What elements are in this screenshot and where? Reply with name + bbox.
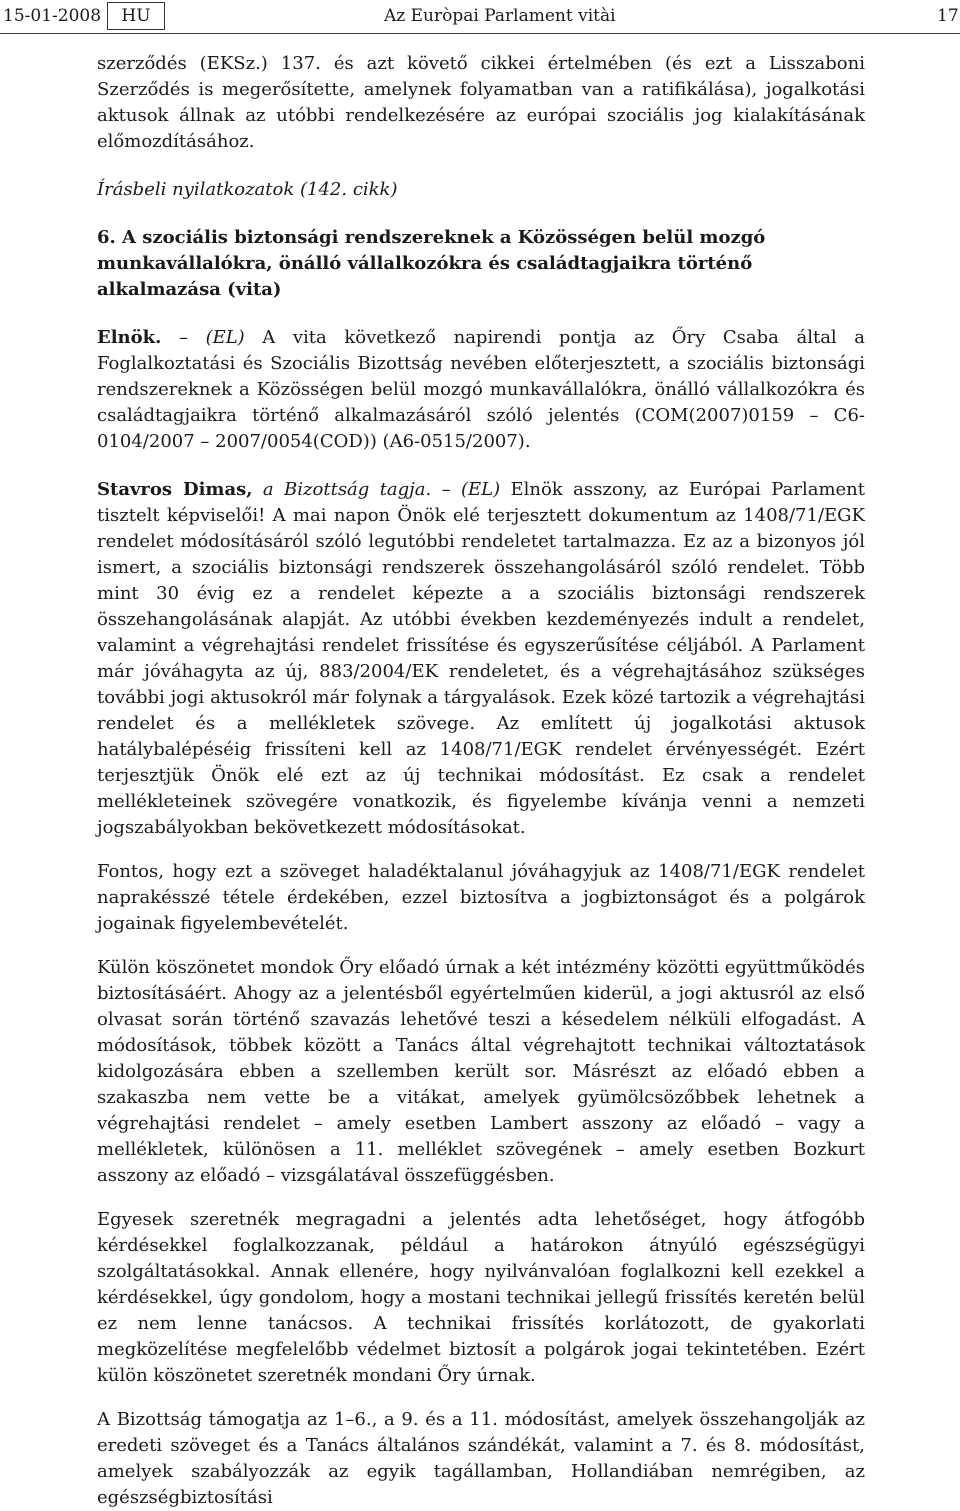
- speech-text: Elnök asszony, az Európai Parlament tisztelt képviselői! A mai napon Önök elé terjesztett dokumentum az 1408/71/EGK rendelet módosításáról szóló legutóbbi rendeletet tartalmazza. Ez az a bizonyos jól ismert, a szociális biztonsági rendszerek összehangolásáról szóló rendelet. Több mint 30 évig ez a rendelet képezte a a szociális biztonsági rendszerek összehangolásának alapját. Az utóbbi években kezdeményezés indult a rendelet, valamint a végrehajtási rendelet frissítése és egyszerűsítése céljából. A Parlament már jóváhagyta az új, 883/2004/EK rendeletet, és a végrehajtásához szükséges további jogi aktusokról már folynak a tárgyalások. Ezek közé tartozik a végrehajtási rendelet és a mellékletek szövege. Az említett új jogalkotási aktusok hatálybalépéséig frissíteni kell az 1408/71/EGK rendelet érvényességét. Ezért terjesztjük Önök elé ezt az új technikai módosítást. Ez csak a rendelet mellékleteinek szövegére vonatkozik, és figyelembe kívánja venni a nemzeti jogszabályokban bekövetkezett módosításokat.: [97, 479, 865, 838]
- agenda-item-heading: 6. A szociális biztonsági rendszereknek a Közösségen belül mozgó munkavállalókra, önálló vállalkozókra és családtagjaikra történő alkalmazása (vita): [97, 227, 766, 300]
- speech-text: A vita következő napirendi pontja az Őry Csaba által a Foglalkoztatási és Szociális Bizottság nevében előterjesztett, a szociális biztonsági rendszereknek a Közösségen belül mozgó munkavállalókra, önálló vállalkozókra és családtagjaikra történő alkalmazásáról szóló jelentés (COM(2007)0159 – C6-0104/2007 – 2007/0054(COD)) (A6-0515/2007).: [97, 327, 865, 452]
- paragraph: Fontos, hogy ezt a szöveget haladéktalanul jóváhagyjuk az 1408/71/EGK rendelet naprakésszé tétele érdekében, ezzel biztosítva a jogbiztonságot és a polgárok jogainak figyelembevételét.: [97, 861, 865, 934]
- publication-title: Az Euròpai Parlament vitài: [384, 6, 616, 26]
- speaker-name: Stavros Dimas,: [97, 479, 253, 500]
- language-tag: (EL): [205, 327, 245, 348]
- document-body: [97, 51, 865, 1511]
- president-paragraph: [97, 325, 865, 455]
- dash: –: [161, 327, 206, 348]
- dash: . –: [425, 479, 461, 500]
- paragraph: Egyesek szeretnék megragadni a jelentés adta lehetőséget, hogy átfogóbb kérdésekkel foglalkozzanak, például a határokon átnyúló egészségügyi szolgáltatásokkal. Annak ellenére, hogy nyilvánvalóan foglalkozni kell ezekkel a kérdésekkel, úgy gondolom, hogy a mostani technikai jellegű frissítés keretén belül ez nem lenne tanácsos. A technikai frissítés korlátozott, de gyakorlati megközelítése megfelelőbb védelmet biztosít a polgárok jogai tekintetében. Ezért külön köszönetet szeretnék mondani Őry úrnak.: [97, 1209, 865, 1386]
- speaker-role: a Bizottság tagja: [252, 479, 426, 500]
- dimas-paragraph: [97, 477, 865, 841]
- paragraph: szerződés (EKSz.) 137. és azt követő cikkei értelmében (és ezt a Lisszaboni Szerződés is megerősítette, amelynek folyamatban van a ratifikálása), jogalkotási aktusok állnak az utóbbi rendelkezésére az európai szociális jog kialakításának előmozdításához.: [97, 53, 865, 152]
- language-badge: HU: [107, 2, 165, 30]
- paragraph: A Bizottság támogatja az 1–6., a 9. és a 11. módosítást, amelyek összehangolják az eredeti szöveget és a Tanács általános szándékát, valamint a 7. és 8. módosítást, amelyek szabályozzák az egyik tagállamban, Hollandiában nemrégiben, az egészségbiztosítási: [97, 1409, 865, 1508]
- written-statements-line: Írásbeli nyilatkozatok (142. cikk): [97, 179, 398, 200]
- paragraph: Külön köszönetet mondok Őry előadó úrnak a két intézmény közötti együttműködés biztosításáért. Ahogy az a jelentésből egyértelműen kiderül, a jogi aktusról az első olvasat során történő szavazás lehetővé teszi a késedelem nélküli elfogadást. A módosítások, többek között a Tanács által végrehajtott technikai változtatások kidolgozására ebben a szellemben került sor. Másrészt az előadó ebben a szakaszba nem vette be a vitákat, amelyek gyümölcsözőbbek lehetnek a végrehajtási rendelet – amely esetben Lambert asszony az előadó – vagy a mellékletek, különösen a 11. melléklet szövegének – amely esetben Bozkurt asszony az előadó – vizsgálatával összefüggésben.: [97, 957, 865, 1186]
- language-tag: (EL): [461, 479, 501, 500]
- header-date: 15-01-2008: [3, 6, 102, 26]
- speaker-name: Elnök.: [97, 327, 162, 348]
- header-divider: [0, 33, 960, 34]
- page-header: [0, 0, 960, 34]
- page-number: 17: [937, 6, 959, 26]
